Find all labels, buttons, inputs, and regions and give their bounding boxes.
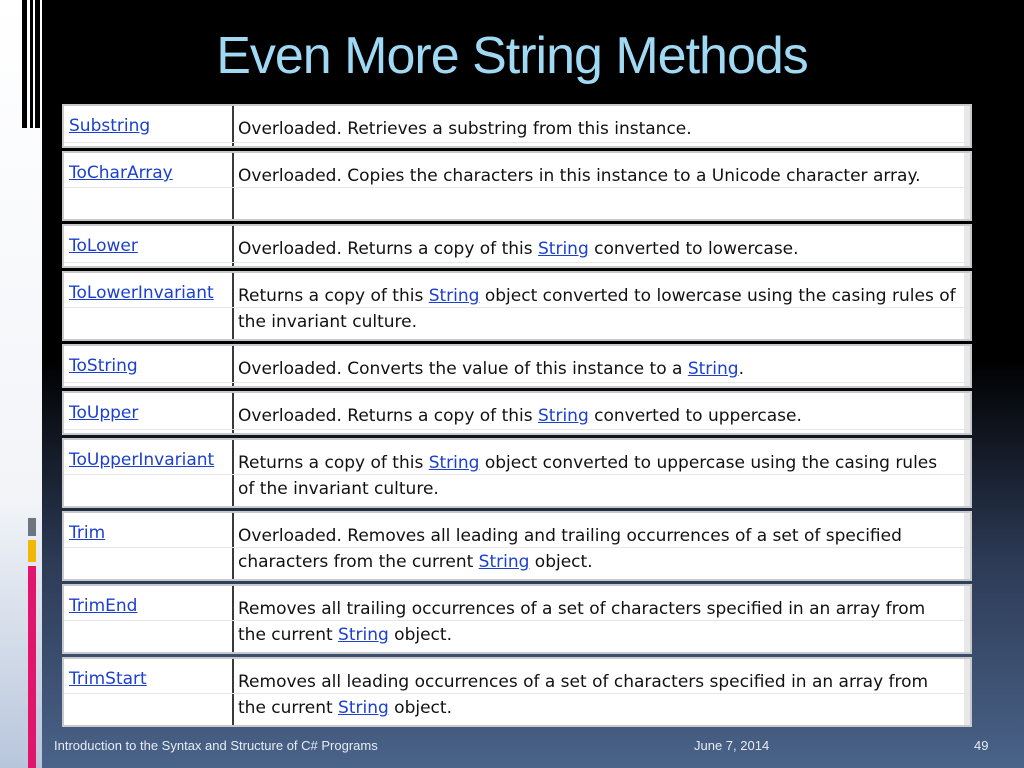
description-text: Removes all leading occurrences of a set of characters specified in an array from the current [238,672,929,718]
description-text: converted to uppercase. [588,406,802,426]
row-divider [64,474,970,475]
method-name-cell [64,659,234,725]
methods-table [62,104,972,730]
footer-course: Introduction to the Syntax and Structure of C# Programs [54,738,378,753]
accent-gray [28,518,36,536]
method-name-cell [64,346,234,386]
method-link[interactable]: Trim [69,523,106,543]
row-divider [64,307,970,308]
string-type-link[interactable]: String [428,286,480,306]
table-row [62,271,972,341]
table-row [62,344,972,388]
table-row [62,511,972,581]
string-type-link[interactable]: String [538,406,589,426]
string-type-link[interactable]: String [478,552,530,572]
method-description-cell [234,226,970,266]
method-name-cell [64,586,234,652]
row-divider [64,262,970,263]
slide-title: Even More String Methods [216,27,808,85]
string-type-link[interactable]: String [428,453,480,473]
method-description-cell [234,106,970,146]
method-link[interactable]: ToUpperInvariant [69,450,215,470]
description-text: object. [388,698,452,718]
table-row [62,224,972,268]
method-link[interactable]: TrimEnd [69,596,138,616]
description-text: Overloaded. Copies the characters in this instance to a Unicode character array. [238,166,921,186]
method-link[interactable]: ToLower [69,236,138,256]
string-type-link[interactable]: String [338,625,389,645]
description-text: . [738,359,744,379]
row-divider [64,382,970,383]
accent-magenta [28,566,36,768]
method-name-cell [64,106,234,146]
method-link[interactable]: TrimStart [69,669,147,689]
string-type-link[interactable]: String [538,239,589,259]
table-row [62,104,972,148]
method-description-cell [234,440,970,506]
description-text: converted to lowercase. [588,239,799,259]
row-divider [64,142,970,143]
description-text: object. [529,552,593,572]
description-text: Overloaded. Converts the value of this instance to a [238,359,688,379]
description-text: Removes all trailing occurrences of a set of characters specified in an array from the current [238,599,926,645]
method-description-cell [234,153,970,219]
method-link[interactable]: ToUpper [69,403,139,423]
string-type-link[interactable]: String [338,698,389,718]
table-row [62,584,972,654]
row-divider [64,429,970,430]
method-description-cell [234,393,970,433]
description-text: object. [388,625,452,645]
description-text: Returns a copy of this [238,286,429,306]
footer-date: June 7, 2014 [694,738,770,753]
method-link[interactable]: ToString [69,356,138,376]
string-type-link[interactable]: String [687,359,739,379]
description-text: Overloaded. Returns a copy of this [238,239,538,259]
method-name-cell [64,393,234,433]
table-row [62,391,972,435]
description-text: object converted to lowercase using the casing rules of the invariant culture. [238,286,956,332]
method-name-cell [64,513,234,579]
table-row [62,657,972,727]
table-row [62,151,972,221]
method-description-cell [234,513,970,579]
table-row [62,438,972,508]
description-text: object converted to uppercase using the casing rules of the invariant culture. [238,453,938,499]
method-link[interactable]: Substring [69,116,151,136]
row-divider [64,187,970,188]
row-divider [64,693,970,694]
row-divider [64,547,970,548]
method-description-cell [234,273,970,339]
method-name-cell [64,440,234,506]
page-number: 49 [974,738,989,753]
method-name-cell [64,273,234,339]
accent-yellow [28,540,36,562]
description-text: Overloaded. Retrieves a substring from this instance. [238,119,692,139]
method-description-cell [234,586,970,652]
method-name-cell [64,153,234,219]
method-name-cell [64,226,234,266]
row-divider [64,620,970,621]
method-description-cell [234,659,970,725]
description-text: Returns a copy of this [238,453,429,473]
description-text: Overloaded. Returns a copy of this [238,406,538,426]
method-link[interactable]: ToLowerInvariant [69,283,214,303]
method-description-cell [234,346,970,386]
method-link[interactable]: ToCharArray [69,163,173,183]
description-text: Overloaded. Removes all leading and trailing occurrences of a set of specified characters from the current [238,526,902,572]
